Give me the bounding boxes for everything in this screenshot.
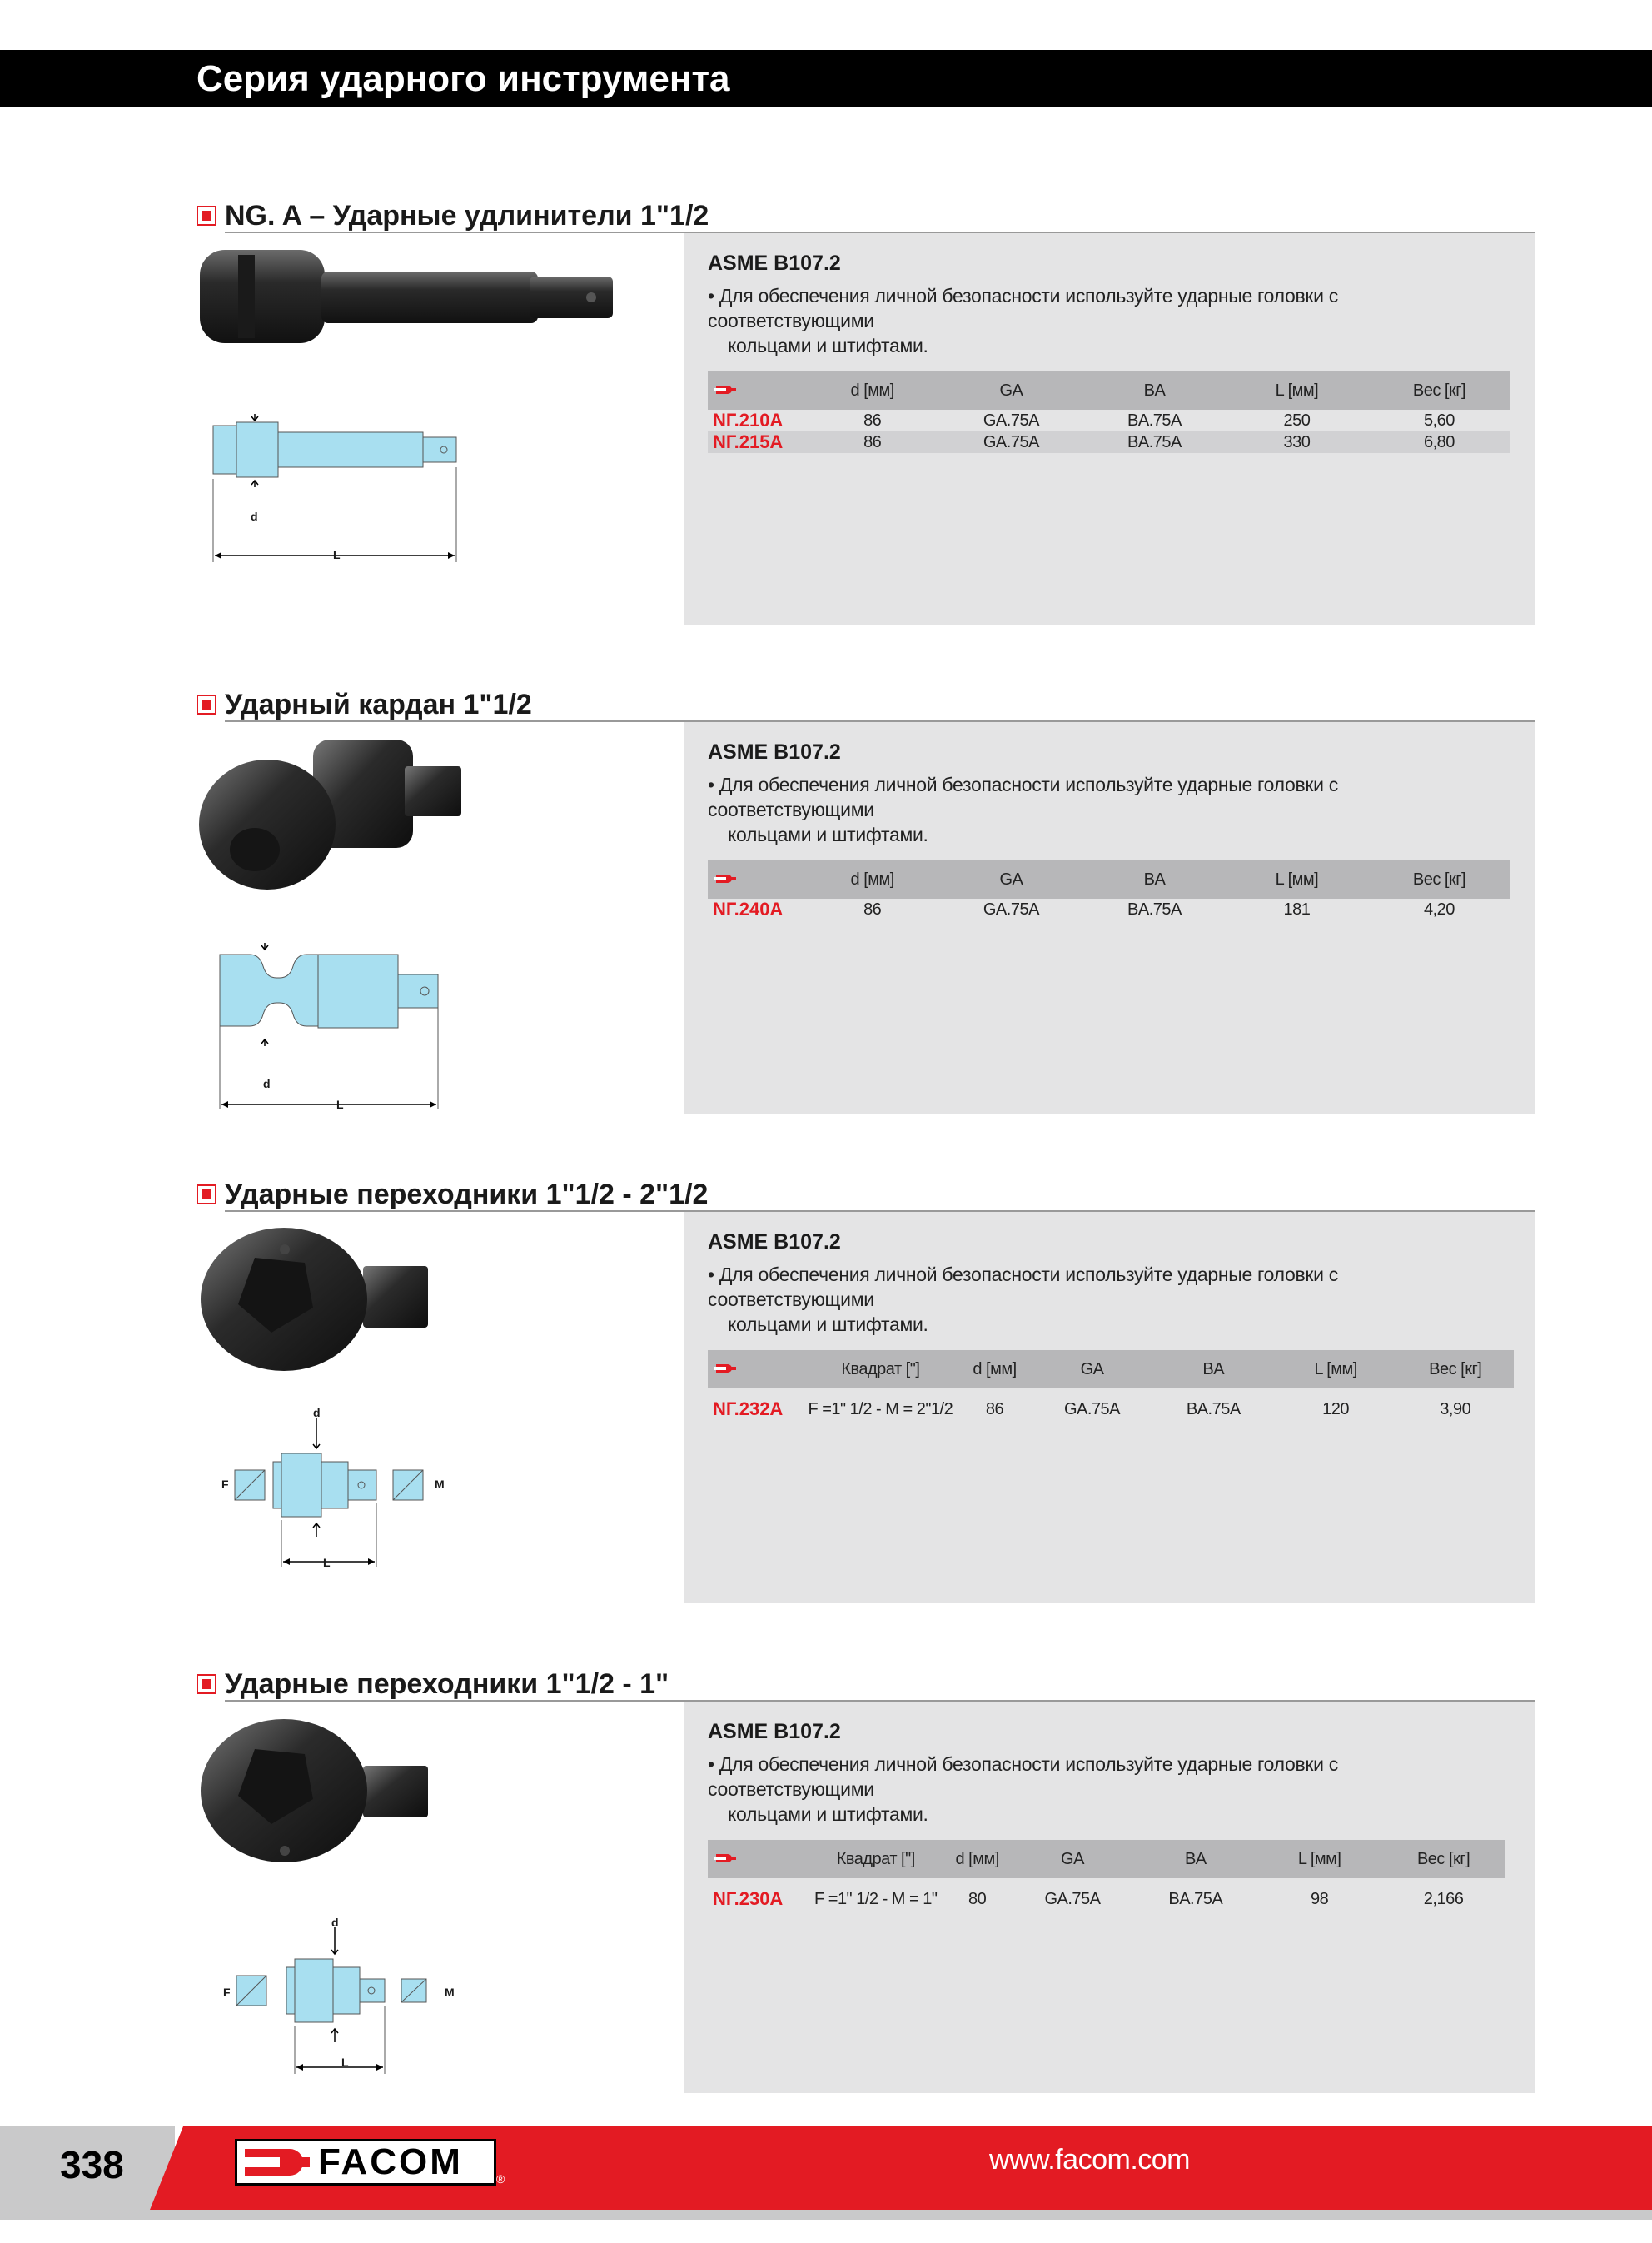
standard-label: ASME B107.2 [708,740,841,764]
dimension-label-f: F [221,1478,229,1491]
spec-table [708,1840,1505,1920]
adapter-drawing [216,1403,466,1570]
table-row: NГ.232A F =1" 1/2 - M = 2"1/2 86 GA.75A BA.75A 120 3,90 [708,1388,1514,1430]
page-number: 338 [60,2143,124,2186]
dimension-label-d: d [263,1077,271,1090]
reference-code: NГ.215A [708,431,806,453]
reference-code: NГ.240A [713,899,784,920]
col-header: Вес [кг] [1381,1840,1505,1878]
col-header: Квадрат ["] [809,1840,943,1878]
col-header: BA [1083,860,1226,899]
col-header: Вес [кг] [1368,860,1510,899]
col-header: BA [1083,371,1226,410]
col-header: L [мм] [1257,1840,1381,1878]
col-header: L [мм] [1226,860,1368,899]
spec-panel [684,233,1535,625]
standard-label: ASME B107.2 [708,252,841,275]
dimension-label-d: d [331,1916,339,1929]
col-header: Квадрат ["] [804,1350,958,1388]
section-title: Ударные переходники 1"1/2 - 2"1/2 [225,1179,709,1210]
dimension-label-m: M [445,1986,455,1999]
spec-table [708,860,1510,920]
dimension-label-l: L [336,1098,344,1111]
col-header: GA [939,371,1083,410]
adapter-photo [197,1716,438,1866]
col-header: L [мм] [1226,371,1368,410]
facom-ref-icon [708,371,806,410]
facom-logo-icon [243,2146,310,2179]
col-header: BA [1152,1350,1275,1388]
col-header: Вес [кг] [1368,371,1510,410]
col-header: BA [1133,1840,1257,1878]
dimension-label-l: L [333,548,341,561]
dimension-label-f: F [223,1986,231,1999]
spec-panel [684,1702,1535,2093]
table-row: NГ.210A 86 GA.75A BA.75A 250 5,60 [708,410,1510,431]
universal-joint-photo [197,733,471,900]
standard-label: ASME B107.2 [708,1230,841,1254]
col-header: d [мм] [806,860,939,899]
registered-mark: ® [496,2172,505,2186]
dimension-label-d: d [251,510,258,523]
section-title: NG. A – Ударные удлинители 1"1/2 [225,200,709,232]
brand-name: FACOM [318,2141,463,2182]
adapter-photo [197,1224,438,1374]
section-title: Ударные переходники 1"1/2 - 1" [225,1668,669,1700]
col-header: GA [939,860,1083,899]
facom-ref-icon [708,860,806,899]
safety-note: • Для обеспечения личной безопасности используйте ударные головки с соответствующими кольцами и штифтами. [708,1264,1339,1335]
facom-ref-icon [708,1840,809,1878]
section-marker-icon [197,1184,216,1204]
spec-panel [684,1212,1535,1603]
spec-table [708,371,1510,453]
table-row: NГ.230A F =1" 1/2 - M = 1" 80 GA.75A BA.75A 98 2,166 [708,1878,1505,1920]
col-header: d [мм] [958,1350,1032,1388]
table-row: NГ.240A 86 GA.75A BA.75A 181 4,20 [708,899,1510,920]
dimension-label-l: L [323,1556,331,1569]
dimension-label-m: M [435,1478,445,1491]
footer-strip [0,2210,1652,2220]
col-header: d [мм] [943,1840,1012,1878]
safety-note: • Для обеспечения личной безопасности используйте ударные головки с соответствующими кольцами и штифтами. [708,774,1339,845]
standard-label: ASME B107.2 [708,1720,841,1743]
facom-ref-icon [708,1350,804,1388]
table-row: NГ.215A 86 GA.75A BA.75A 330 6,80 [708,431,1510,453]
section-marker-icon [197,695,216,715]
page-title: Серия ударного инструмента [197,58,730,99]
spec-table [708,1350,1514,1430]
col-header: Вес [кг] [1397,1350,1514,1388]
website-link[interactable]: www.facom.com [989,2144,1190,2176]
extension-bar-photo [197,243,671,351]
section-marker-icon [197,1674,216,1694]
col-header: L [мм] [1275,1350,1397,1388]
dimension-label-d: d [313,1406,321,1419]
spec-panel [684,722,1535,1114]
safety-note: • Для обеспечения личной безопасности используйте ударные головки с соответствующими кольцами и штифтами. [708,1753,1339,1825]
safety-note: • Для обеспечения личной безопасности используйте ударные головки с соответствующими кольцами и штифтами. [708,285,1339,356]
extension-bar-drawing [206,412,473,571]
reference-code: NГ.210A [713,410,784,431]
reference-code: NГ.230A [713,1888,784,1909]
reference-code: NГ.232A [713,1398,784,1419]
section-title: Ударный кардан 1"1/2 [225,689,532,720]
section-marker-icon [197,206,216,226]
col-header: d [мм] [806,371,939,410]
dimension-label-l: L [341,2056,349,2069]
universal-joint-drawing [213,941,463,1116]
col-header: GA [1032,1350,1152,1388]
col-header: GA [1012,1840,1134,1878]
